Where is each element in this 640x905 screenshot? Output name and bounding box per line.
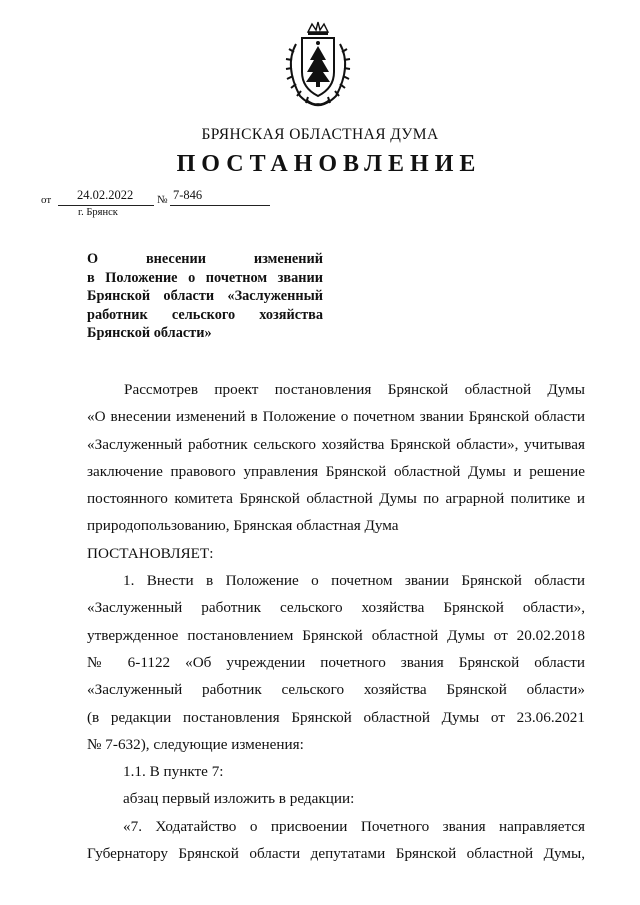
body-line: природопользованию, Брянская областная Дума xyxy=(87,517,399,535)
body-line: утвержденное постановлением Брянской областной Думы от 20.02.2018 xyxy=(87,626,585,644)
body-line: постоянного комитета Брянской областной Думы по аграрной политике и xyxy=(87,490,585,508)
body-line: заключение правового управления Брянской областной Думы и решение xyxy=(87,462,585,480)
subject-line: Брянской области «Заслуженный xyxy=(87,288,323,304)
number-underline xyxy=(170,205,270,206)
number-label: № xyxy=(157,194,168,206)
body-line: «Заслуженный работник сельского хозяйства Брянской области» xyxy=(87,681,585,699)
date-value: 24.02.2022 xyxy=(77,188,134,202)
body-line: 1. Внести в Положение о почетном звании Брянской области xyxy=(123,572,585,590)
date-underline xyxy=(58,205,154,206)
body-line: абзац первый изложить в редакции: xyxy=(123,790,355,808)
subject-line: в Положение о почетном звании xyxy=(87,269,323,286)
body-line: «О внесении изменений в Положение о почетном звании Брянской области xyxy=(87,408,585,426)
organization-title: БРЯНСКАЯ ОБЛАСТНАЯ ДУМА xyxy=(201,126,439,143)
subject-line: работник сельского хозяйства xyxy=(87,306,323,323)
body-line: «Заслуженный работник сельского хозяйства Брянской области», учитывая xyxy=(87,435,585,453)
body-line: «Заслуженный работник сельского хозяйства Брянской области», xyxy=(87,599,585,617)
document-body xyxy=(87,376,585,867)
body-line: 1.1. В пункте 7: xyxy=(123,763,224,781)
body-line: Губернатору Брянской области депутатами Брянской областной Думы, xyxy=(87,845,585,863)
number-value: 7-846 xyxy=(173,188,203,202)
body-line: Рассмотрев проект постановления Брянской областной Думы xyxy=(124,381,585,398)
body-line: (в редакции постановления Брянской областной Думы от 23.06.2021 xyxy=(87,708,585,726)
subject-line: Брянской области» xyxy=(87,325,212,341)
date-number-line xyxy=(41,188,341,208)
body-line: № 7-632), следующие изменения: xyxy=(87,735,304,753)
coat-of-arms-icon xyxy=(270,18,366,114)
date-label: от xyxy=(41,194,52,206)
city-label: г. Брянск xyxy=(78,207,118,218)
resolves-heading: ПОСТАНОВЛЯЕТ: xyxy=(87,544,214,562)
body-line: «7. Ходатайство о присвоении Почетного звания направляется xyxy=(123,817,585,835)
document-subject xyxy=(87,250,323,343)
document-type-title: ПОСТАНОВЛЕНИЕ xyxy=(176,151,482,177)
subject-line: О внесении изменений xyxy=(87,251,323,267)
body-line: № 6-1122 «Об учреждении почетного звания Брянской области xyxy=(87,653,585,671)
